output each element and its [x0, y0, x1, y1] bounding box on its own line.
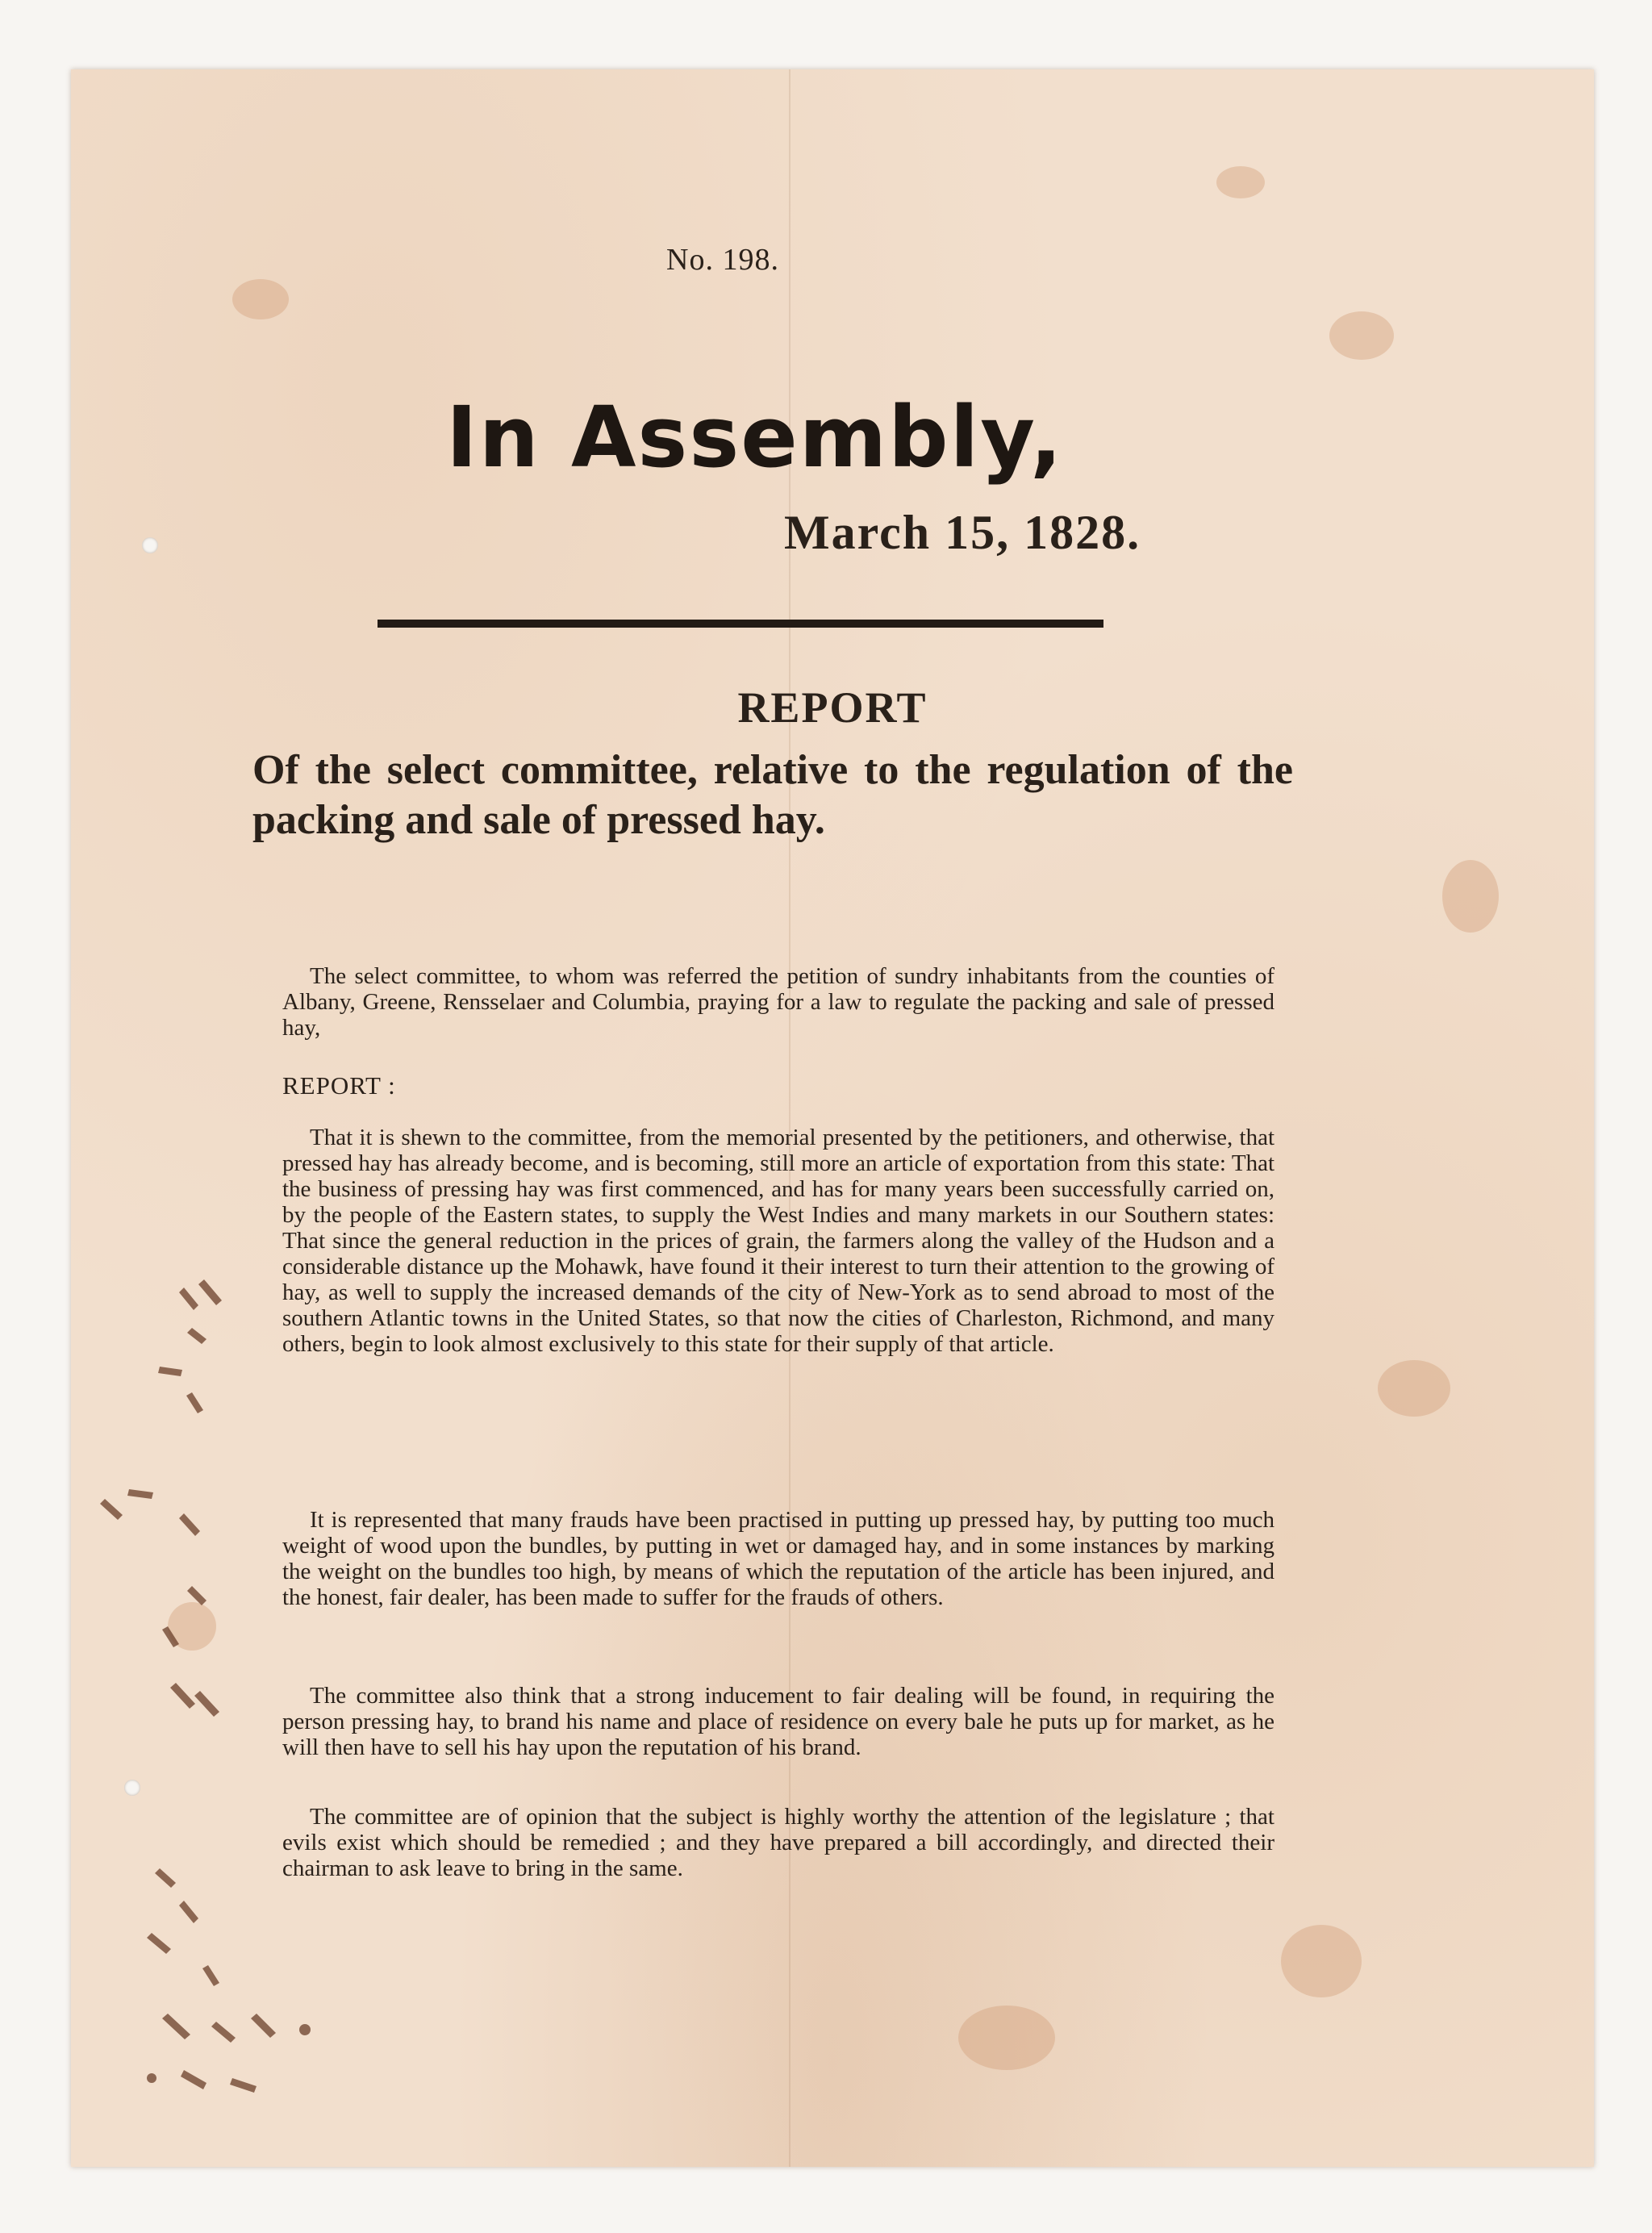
- body-paragraph: It is represented that many frauds have been practised in putting up pressed hay, by putting too much weight of wood upon the bundles, by putting in wet or damaged hay, and in some instances by marking the weight on the bundles too high, by means of which the reputation of the article has been injured, and the honest, fair dealer, has been made to suffer for the frauds of others.: [282, 1507, 1274, 1610]
- document-date: March 15, 1828.: [784, 506, 1141, 559]
- body-paragraph: The committee also think that a strong inducement to fair dealing will be found, in requiring the person pressing hay, to brand his name and place of residence on every bale he puts up for market, as he will then have to sell his hay upon the reputation of his brand.: [282, 1683, 1274, 1760]
- document-number: No. 198.: [666, 243, 779, 277]
- foxing-spot: [958, 2006, 1055, 2070]
- assembly-heading: In Assembly,: [446, 388, 1064, 486]
- foxing-spot: [1281, 1925, 1362, 1997]
- report-subtitle: Of the select committee, relative to the regulation of the packing and sale of pressed hay.: [252, 747, 1293, 843]
- foxing-spot: [1378, 1360, 1450, 1417]
- report-title: REPORT: [737, 683, 928, 732]
- foxing-spot: [1329, 311, 1394, 360]
- foxing-spot: [1442, 860, 1499, 933]
- intro-paragraph: The select committee, to whom was referred the petition of sundry inhabitants from the counties of Albany, Greene, Rensselaer and Columbia, praying for a law to regulate the packing and sale of pressed hay,: [282, 963, 1274, 1041]
- report-label: REPORT :: [282, 1071, 396, 1100]
- body-paragraph: That it is shewn to the committee, from the memorial presented by the petitioners, and otherwise, that pressed hay has already become, and is becoming, still more an article of exportation from this state: That the business of pressing hay was first commenced, and has for many years been successfully carried on, by the people of the Eastern states, to supply the West Indies and many markets in our Southern states: That since the general reduction in the prices of grain, the farmers along the valley of the Hudson and a considerable distance up the Mohawk, have found it their interest to turn their attention to the growing of hay, as well to supply the increased demands of the city of New-York as to send abroad to most of the southern Atlantic towns in the United States, so that now the cities of Charleston, Richmond, and many others, begin to look almost exclusively to this state for their supply of that article.: [282, 1125, 1274, 1357]
- heading-rule: [378, 620, 1103, 628]
- body-paragraph: The committee are of opinion that the subject is highly worthy the attention of the legislature ; that evils exist which should be remedied ; and they have prepared a bill accordingly, and directed their chairman to ask leave to bring in the same.: [282, 1804, 1274, 1881]
- foxing-spot: [1216, 166, 1265, 198]
- document-sheet: [71, 69, 1594, 2167]
